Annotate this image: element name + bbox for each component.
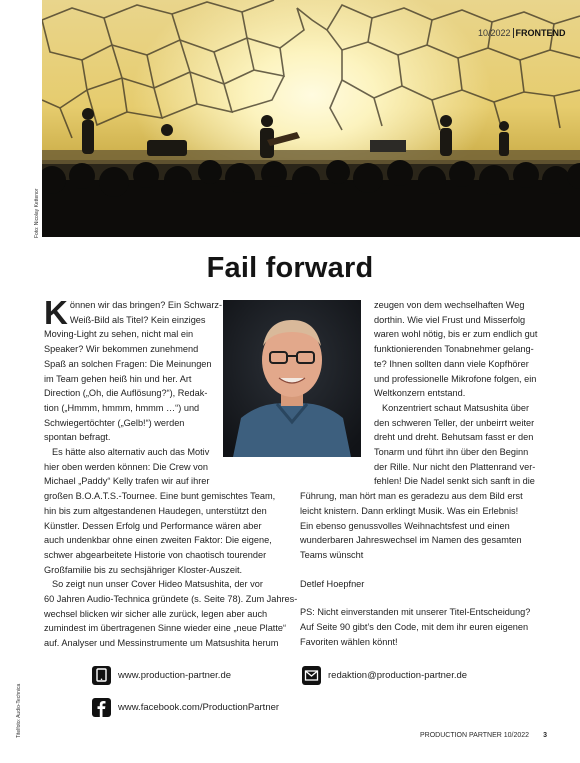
text-line: Tonarm und führt ihn über den Beginn [374,447,529,458]
text-line: auf. Analyser und Messinstrumente um Matsushita herum [44,638,279,649]
text-line: Ein ebenso genussvolles Weihnachtsfest und einen [300,520,510,531]
text-line: Direction („Oh, die Auflösung?“), Redak- [44,388,208,399]
text-line: spontan befragt. [44,432,111,443]
section-name: FRONTEND [515,28,566,38]
text-line: tion („Hmmm, hmmm, hmmm …“) und [44,402,200,413]
signature: Detlef Hoepfner [300,578,365,589]
text-line: den schweren Teller, der unbeirrt weiter [374,417,535,428]
text-line: Weiß-Bild als Titel? Kein einziges [69,314,206,325]
text-line: Weltkonzern entstand. [374,388,466,399]
text-line: zumindest im übertragenen Sinne wieder eine „neue Platte“ [44,623,287,634]
dropcap: K [44,294,68,331]
footer-magazine: PRODUCTION PARTNER 10/2022 [420,732,530,739]
header-bracket-decoration [573,14,580,42]
photo-credit: Foto: Nicolay Kettenor [34,188,40,238]
tablet-icon [92,666,111,685]
text-line: wunderbaren Jahreswechsel im Namen des gesamten [300,535,522,546]
ps-line: Auf Seite 90 gibt’s den Code, mit dem ihr euren eigenen [300,622,529,633]
issue-header [478,28,566,38]
text-line: waren wohl nötig, bis er zum endlich gut [374,329,538,340]
cover-photo-credit: Titelfoto: Audio-Technica [16,683,22,738]
text-line: Speaker? Wir bekommen zunehmend [44,344,199,355]
text-line: Michael „Paddy“ Kelly trafen wir auf ihrer [44,476,210,487]
text-line: und professionelle Mikrofone folgen, ein [374,373,537,384]
text-line: Spaß an solchen Fragen: Die Meinungen [44,358,212,369]
text-line: im Team gehen heiß hin und her. Art [44,373,192,384]
issue-number: 10/2022 [478,28,511,38]
editorial-column-right [300,298,540,649]
contact-facebook[interactable] [92,698,312,718]
page-number: 3 [543,732,547,739]
text-line: So zeigt nun unser Cover Hideo Matsushita, der vor [52,579,263,590]
ps-line: Favoriten wählen könnt! [300,636,398,647]
text-line: Konzentriert schaut Matsushita über [382,402,530,413]
text-line: zeugen von dem wechselhaften Weg [374,300,525,310]
text-line: hin bis zum altgestandenen Haudegen, unterstützt den [44,505,267,516]
text-line: hier oben werden können: Die Crew von [44,461,208,472]
text-line: großen B.O.A.T.S.-Tournee. Eine bunt gemischtes Team, [44,491,276,502]
text-line: auch undenkbar ohne einen zweiten Faktor: Die eigene, [44,535,272,546]
mail-icon [302,666,321,685]
website-link[interactable]: www.production-partner.de [118,670,232,681]
page-title: Fail forward [206,252,374,284]
text-line: dorthin. Wie viel Frust und Misserfolg [374,314,526,325]
text-line: Künstler. Dessen Erfolg und Performance wären aber [44,520,262,531]
issue-separator [513,28,514,38]
text-line: Schwiegertöchter („Gelb!“) werden [44,417,185,428]
hero-concert-photo [42,0,580,237]
text-line: Moving-Light zu sehen, nicht mal ein [44,329,194,340]
text-line: Teams wünscht [300,549,364,560]
contact-website[interactable] [92,666,292,686]
contact-email[interactable] [302,666,502,686]
text-line: Es hätte also alternativ auch das Motiv [52,447,210,458]
text-line: funktionierenden Tonabnehmer gelang- [374,344,534,355]
text-line: schwer abgearbeitete Historie von chaotisch tourender [44,549,267,560]
text-line: önnen wir das bringen? Ein Schwarz- [69,300,223,310]
page-footer [420,732,547,739]
text-line: dreht und dreht. Behutsam fasst er den [374,432,534,443]
email-link[interactable]: redaktion@production-partner.de [328,670,468,681]
text-line: wechsel blicken wir sicher alle zurück, legen aber auch [44,608,268,619]
text-line: te? Ihnen sollten dann viele Kopfhörer [374,358,529,369]
text-line: leicht knistern. Dann erklingt Musik. Was ein Erlebnis! [300,505,519,516]
text-line: der Rille. Nur nicht den Plattenrand ver- [374,461,536,472]
text-line: Großfamilie bis zu sechsjähriger Kloster-Auszeit. [44,564,243,575]
text-line: fehlen! Die Nadel senkt sich sanft in die [374,476,535,487]
ps-line: PS: Nicht einverstanden mit unserer Titel-Entscheidung? [300,607,531,618]
facebook-link[interactable]: www.facebook.com/ProductionPartner [118,702,280,713]
text-line: Führung, man hört man es geradezu aus dem Bild erst [300,491,523,502]
facebook-icon [92,698,111,717]
text-line: 60 Jahren Audio-Technica gründete (s. Seite 78). Zum Jahres- [44,594,298,605]
